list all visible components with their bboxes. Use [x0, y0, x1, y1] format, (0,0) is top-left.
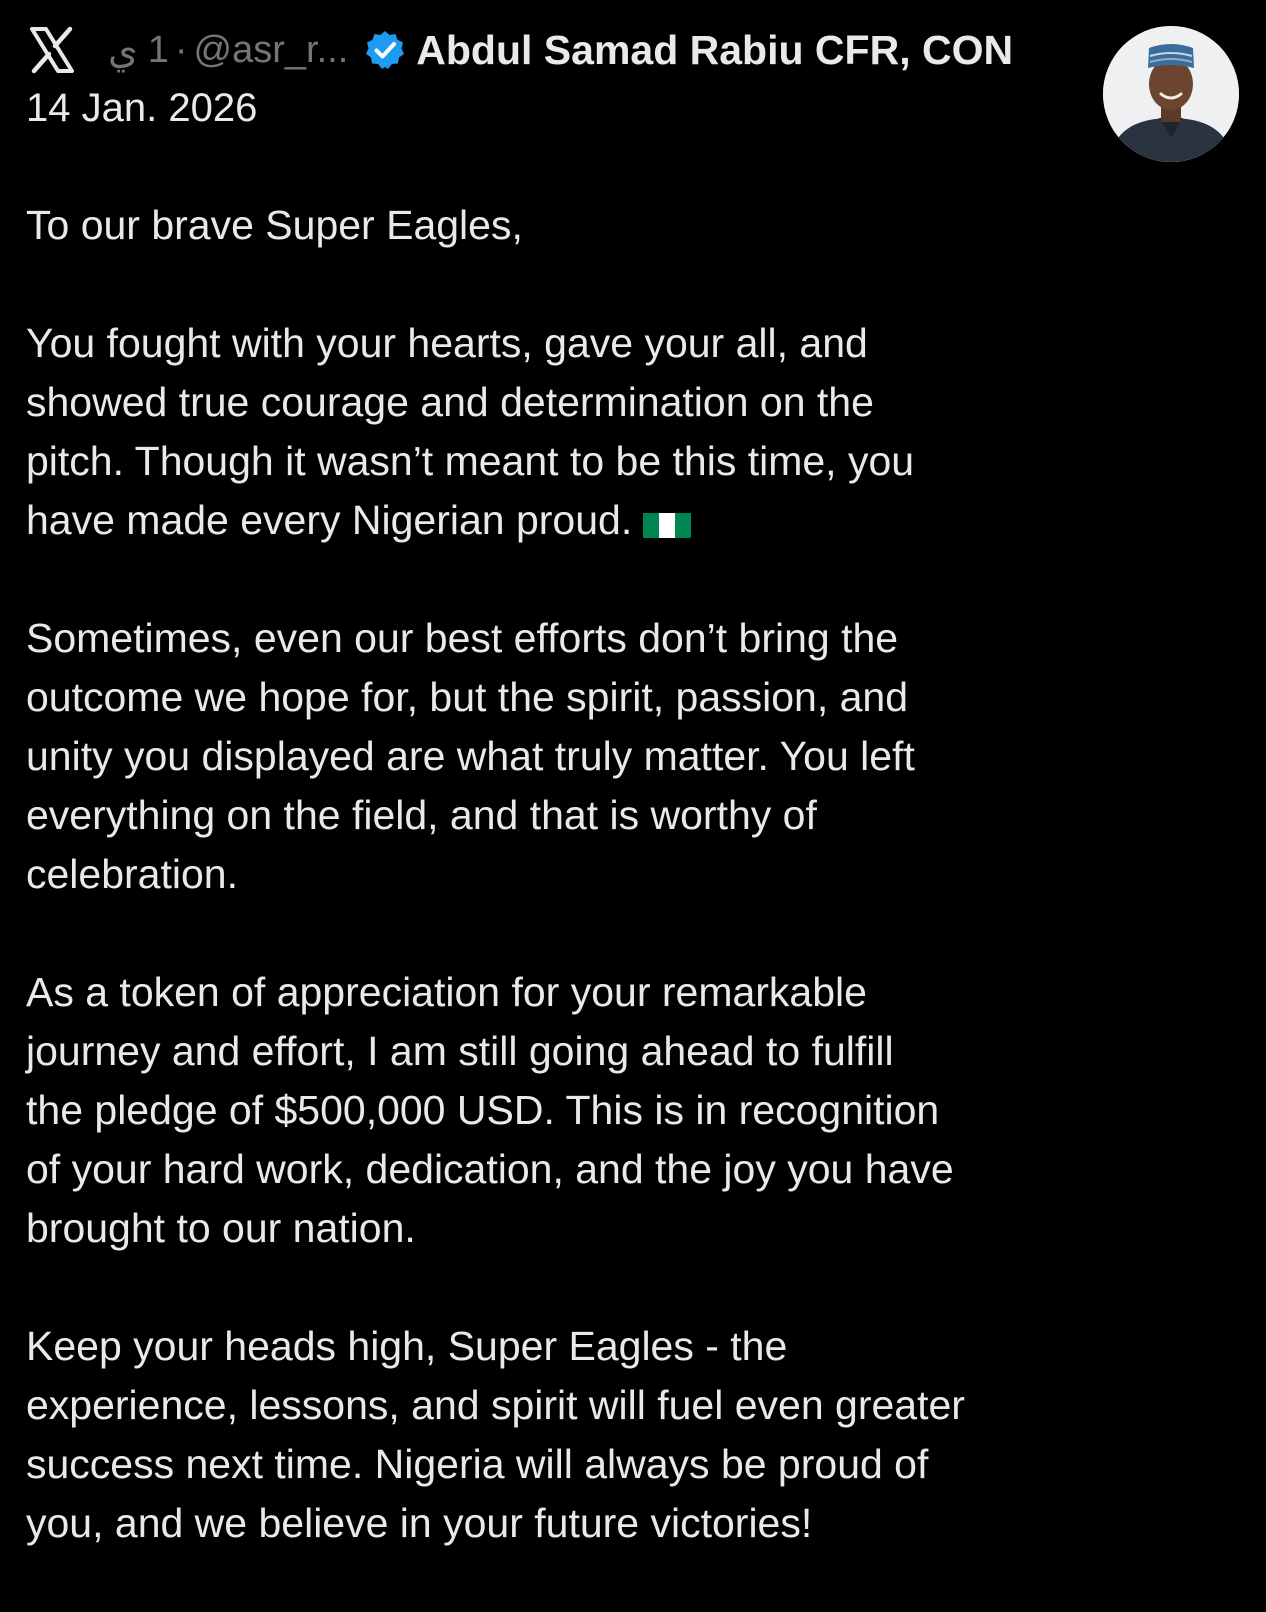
post-header	[26, 14, 1096, 134]
post-greeting: To our brave Super Eagles,	[26, 202, 523, 248]
post-body	[26, 196, 1126, 1612]
header-row	[26, 20, 1013, 80]
verified-badge-icon	[364, 29, 406, 71]
author-name[interactable]: Abdul Samad Rabiu CFR, CON	[416, 26, 1014, 73]
separator-dot: ·	[174, 28, 188, 71]
avatar[interactable]	[1103, 26, 1239, 162]
author-handle[interactable]: @asr_r...	[193, 28, 349, 71]
post-paragraph-4: Keep your heads high, Super Eagles - the experience, lessons, and spirit will fuel even greater success next time. Nigeria will always be proud of you, and we believe in your future victories!	[26, 1323, 965, 1546]
count: 1	[147, 28, 169, 71]
post-date: 14 Jan. 2026	[26, 86, 258, 130]
post-paragraph-2: Sometimes, even our best efforts don’t bring the outcome we hope for, but the spirit, passion, and unity you displayed are what truly matter. You left everything on the field, and that is worthy of celebration.	[26, 615, 915, 897]
profile-photo	[1103, 26, 1239, 162]
post-meta	[108, 28, 348, 73]
post-paragraph-1	[26, 314, 1126, 550]
post-paragraph-1-text: You fought with your hearts, gave your all, and showed true courage and determination on the pitch. Though it wasn’t meant to be this time, you have made every Nigerian proud.	[26, 320, 915, 543]
post-paragraph-3: As a token of appreciation for your remarkable journey and effort, I am still going ahead to fulfill the pledge of $500,000 USD. This is in recognition of your hard work, dedication, and the joy you have brought to our nation.	[26, 969, 954, 1251]
x-logo-icon[interactable]	[26, 24, 78, 76]
rtl-text: ي	[108, 29, 138, 72]
nigeria-flag-icon	[642, 504, 692, 538]
